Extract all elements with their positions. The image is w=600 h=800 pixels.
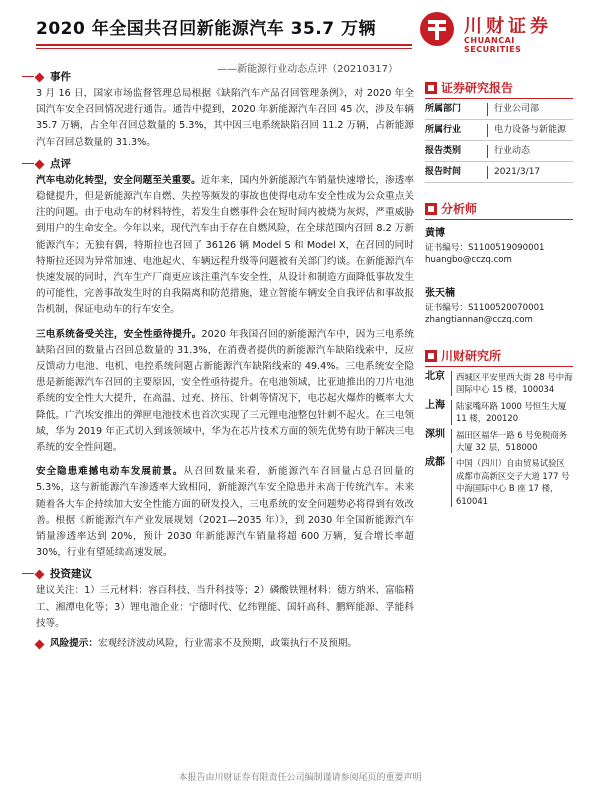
office-shanghai: 上海 陆家嘴环路 1000 号恒生大厦 11 楼，200120 xyxy=(425,399,567,424)
info-row-industry: 所属行业 电力设备与新能源 xyxy=(425,120,573,141)
analyst-2: 张天楠 证书编号：S1100520070001 zhangtiannan@cczq.com xyxy=(425,288,545,325)
office-shenzhen: 深圳 福田区福华一路 6 号免税商务大厦 32 层，518000 xyxy=(425,428,568,453)
square-icon xyxy=(425,350,437,362)
section-heading-advice: 投资建议 xyxy=(36,565,414,583)
section-heading-comment: 点评 xyxy=(36,155,414,173)
header-divider-thin xyxy=(36,48,412,49)
brand-name-cn: 川财证券 xyxy=(464,16,552,37)
analyst-1: 黄博 证书编号：S1100519090001 huangbo@cczq.com xyxy=(425,228,545,265)
report-subtitle: ——新能源行业动态点评（20210317） xyxy=(217,64,398,75)
event-paragraph: 3 月 16 日，国家市场监督管理总局根据《缺陷汽车产品召回管理条例》，对 2020 年全国汽车安全召回情况进行通告。通告中提到，2020 年新能源汽车召回 45 次，涉及车辆 35.7 万辆，占全年召回总数量的 5.3%，其中因三电系统缺陷召回 11.2 万辆，占新能源汽车召回总数量的 31.3%。 xyxy=(36,88,414,148)
info-row-department: 所属部门 行业公司部 xyxy=(425,99,573,120)
risk-paragraph: 风险提示：宏观经济波动风险，行业需求不及预期，政策执行不及预期。 xyxy=(36,636,414,652)
sidebar-research-heading: 川财研究所 xyxy=(425,346,573,367)
square-icon xyxy=(425,203,437,215)
report-title: 2020 年全国共召回新能源汽车 35.7 万辆 xyxy=(36,19,377,39)
brand-logo xyxy=(420,12,570,52)
brand-name-en: CHUANCAI SECURITIES xyxy=(464,36,522,54)
office-beijing: 北京 西城区平安里西大街 28 号中海国际中心 15 楼，100034 xyxy=(425,371,573,395)
brand-mark-icon xyxy=(420,12,454,46)
sidebar-analyst-heading: 分析师 xyxy=(425,199,573,220)
advice-paragraph: 建议关注：1）三元材料：容百科技、当升科技等；2）磷酸铁锂材料：德方纳米、富临精工、湘潭电化等；3）锂电池企业：宁德时代、亿纬锂能、国轩高科、鹏辉能源、孚能科技等。 xyxy=(36,585,414,629)
comment-paragraph-1: 汽车电动化转型，安全问题至关重要。近年来，国内外新能源汽车销量快速增长，渗透率稳健提升，但是新能源汽车自燃、失控等频发的事故也使得电动车安全性成为公众重点关注的问题。由于电动车的材料特性，若发生自燃事件会在短时间内被烧为灰烬，严重威胁到用户的生命安全。今年以来，现代汽车由于存在自燃风险，在全球范围内召回 8.2 万新能源汽车；无独有偶，特斯拉也召回了 36126 辆 Model S 和 Model X，在召回的同时特斯拉还因为异常加速、电池起火、车辆远程升级等问题被有关部门约谈。在新能源汽车快速发展的同时，汽车生产厂商更应该注重汽车安全性，从设计和制造方面降低事故发生的可能性，完善事故发生时的自我隔离和防范措施，建立智能车辆安全自我评估和事故报告机制，保证电动车的行车安全。 xyxy=(36,174,415,316)
comment-paragraph-2: 三电系统备受关注，安全性亟待提升。2020 年我国召回的新能源汽车中，因为三电系统缺陷召回的数量占召回总数量的 31.3%，在消费者提供的新能源汽车缺陷线索中，反应反馈动力电池、电机、电控系统问题占新能源汽车缺陷线索的 49.4%。三电系统安全隐患是新能源汽车召回的主要原因，安全性亟待提升。在电池领域，比亚迪推出的刀片电池系统的安全性大大提升，在高温、过充、挤压、针刺等情况下，电芯起火爆炸的概率大大降低。广汽埃安推出的弹匣电池技术也首次实现了三元锂电池整包针刺不起火。在三电领域，华为 2019 年正式切入到该领域中，华为在芯片技术方面的领先优势有助于解决三电系统的安全性问题。 xyxy=(36,328,414,454)
sidebar xyxy=(425,78,573,507)
footer-disclaimer: 本报告由川财证券有限责任公司编制谨请参阅尾页的重要声明 xyxy=(178,773,422,783)
info-row-category: 报告类别 行业动态 xyxy=(425,141,573,162)
square-icon xyxy=(425,82,437,94)
comment-paragraph-3: 安全隐患难撼电动车发展前景。从召回数量来看，新能源汽车召回量占总召回量的 5.3%，这与新能源汽车渗透率大致相同，新能源汽车安全隐患并未高于传统汽车。未来随着各大车企持续加大安全性能方面的研发投入，三电系统的安全问题势必将得到有效改善。根据《新能源汽车产业发展规划（2021—2035 年）》，到 2030 年全国新能源汽车销量渗透率达到 20%，预计 2030 年新能源汽车销量将超 600 万辆，复合增长率超 30%，行业有望延续高速发展。 xyxy=(36,466,415,559)
header-divider xyxy=(36,44,412,46)
sidebar-report-heading: 证券研究报告 xyxy=(425,78,573,99)
office-chengdu: 成都 中国（四川）自由贸易试验区成都市高新区交子大道 177 号中海国际中心 B 座 17 楼，610041 xyxy=(425,457,570,506)
main-column xyxy=(36,68,414,656)
info-row-date: 报告时间 2021/3/17 xyxy=(425,162,573,183)
section-heading-event: 事件 xyxy=(36,68,414,86)
